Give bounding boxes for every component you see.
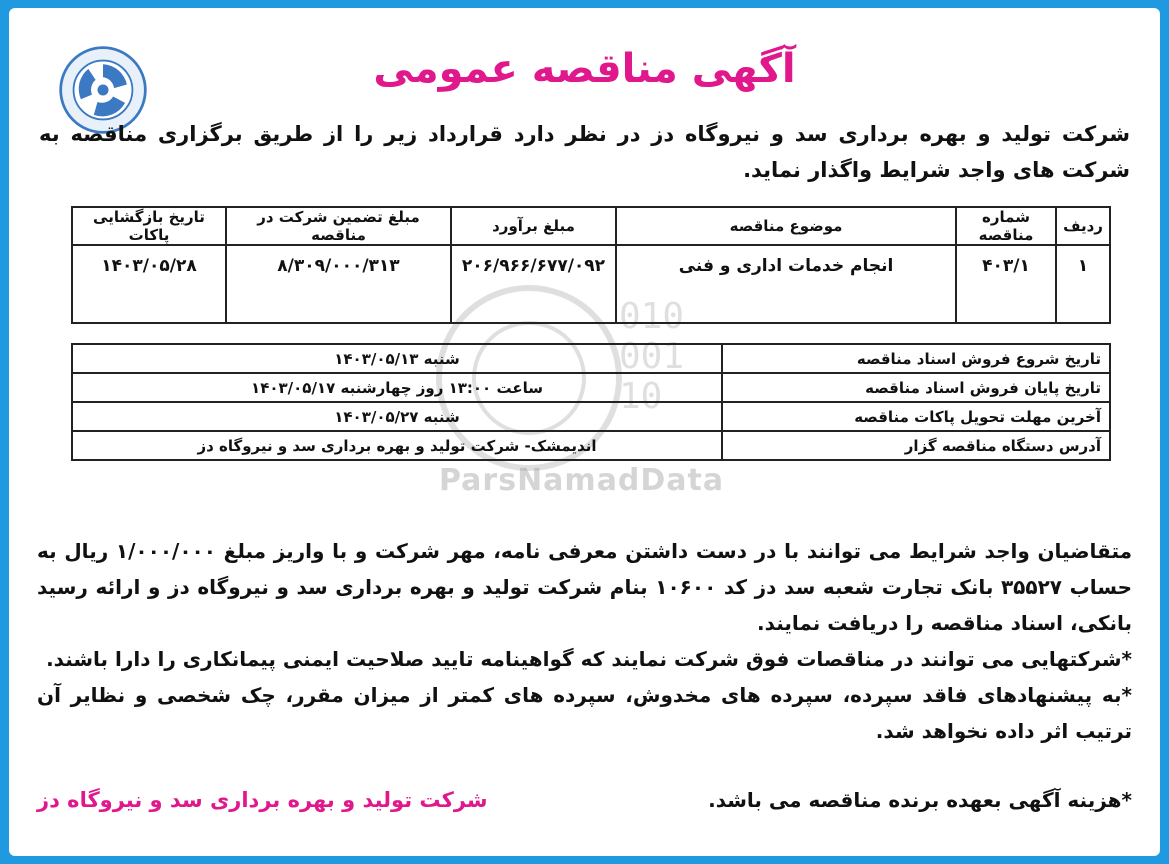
footer-note: *هزینه آگهی بعهده برنده مناقصه می باشد.	[708, 788, 1132, 812]
tender-table	[71, 206, 1111, 324]
cell-guarantee: ۸/۳۰۹/۰۰۰/۳۱۳	[226, 245, 451, 323]
cell-estimate: ۲۰۶/۹۶۶/۶۷۷/۰۹۲	[451, 245, 616, 323]
col-guarantee: مبلغ تضمین شرکت در مناقصه	[226, 207, 451, 245]
table-row	[72, 373, 1110, 402]
schedule-label: تاریخ شروع فروش اسناد مناقصه	[722, 344, 1110, 373]
schedule-value: اندیمشک- شرکت تولید و بهره برداری سد و نیروگاه دز	[72, 431, 722, 460]
svg-text:001: 001	[619, 336, 685, 377]
watermark-text: ParsNamadData	[439, 463, 725, 498]
body-paragraph: *شرکتهایی می توانند در مناقصات فوق شرکت نمایند که گواهینامه تایید صلاحیت ایمنی پیمانکاری را دارا باشند.	[46, 647, 1132, 671]
tender-table-header	[72, 207, 1110, 245]
col-opening-date: تاریخ بازگشایی پاکات	[72, 207, 226, 245]
col-estimate: مبلغ برآورد	[451, 207, 616, 245]
body-paragraph: متقاضیان واجد شرایط می توانند با در دست داشتن معرفی نامه، مهر شرکت و با واریز مبلغ ۱/۰۰۰/۰۰۰ ریال به حساب ۳۵۵۲۷ بانک تجارت شعبه سد دز کد ۱۰۶۰۰ بنام شرکت تولید و بهره برداری سد و نیروگاه دز و ارائه رسید بانکی، اسناد مناقصه را دریافت نمایند.	[37, 539, 1132, 635]
col-subject: موضوع مناقصه	[616, 207, 956, 245]
intro-text: شرکت تولید و بهره برداری سد و نیروگاه دز در نظر دارد قرارداد زیر را از طریق برگزاری مناقصه به شرکت های واجد شرایط واگذار نماید.	[39, 122, 1130, 182]
footer-row	[37, 788, 1132, 812]
col-tender-number: شماره مناقصه	[956, 207, 1056, 245]
schedule-value: شنبه ۱۴۰۳/۰۵/۲۷	[72, 402, 722, 431]
cell-tender-number: ۴۰۳/۱	[956, 245, 1056, 323]
cell-row: ۱	[1056, 245, 1110, 323]
svg-text:010: 010	[619, 296, 685, 337]
schedule-table	[71, 343, 1111, 461]
col-row: ردیف	[1056, 207, 1110, 245]
table-row	[72, 402, 1110, 431]
notice-title: آگهی مناقصه عمومی	[373, 46, 796, 92]
table-row	[72, 245, 1110, 323]
schedule-label: آدرس دستگاه مناقصه گزار	[722, 431, 1110, 460]
table-row	[72, 431, 1110, 460]
body-paragraph: *به پیشنهادهای فاقد سپرده، سپرده های مخدوش، سپرده های کمتر از میزان مقرر، چک شخصی و نظایر آن ترتیب اثر داده نخواهد شد.	[37, 683, 1132, 743]
schedule-value: ساعت ۱۳:۰۰ روز چهارشنبه ۱۴۰۳/۰۵/۱۷	[72, 373, 722, 402]
notice-page	[9, 8, 1160, 856]
schedule-value: شنبه ۱۴۰۳/۰۵/۱۳	[72, 344, 722, 373]
company-signature: شرکت تولید و بهره برداری سد و نیروگاه دز	[37, 788, 488, 812]
cell-opening-date: ۱۴۰۳/۰۵/۲۸	[72, 245, 226, 323]
table-row	[72, 344, 1110, 373]
notice-body	[37, 533, 1132, 749]
cell-subject: انجام خدمات اداری و فنی	[616, 245, 956, 323]
svg-text:10: 10	[619, 376, 663, 417]
schedule-label: آخرین مهلت تحویل پاکات مناقصه	[722, 402, 1110, 431]
schedule-label: تاریخ پایان فروش اسناد مناقصه	[722, 373, 1110, 402]
